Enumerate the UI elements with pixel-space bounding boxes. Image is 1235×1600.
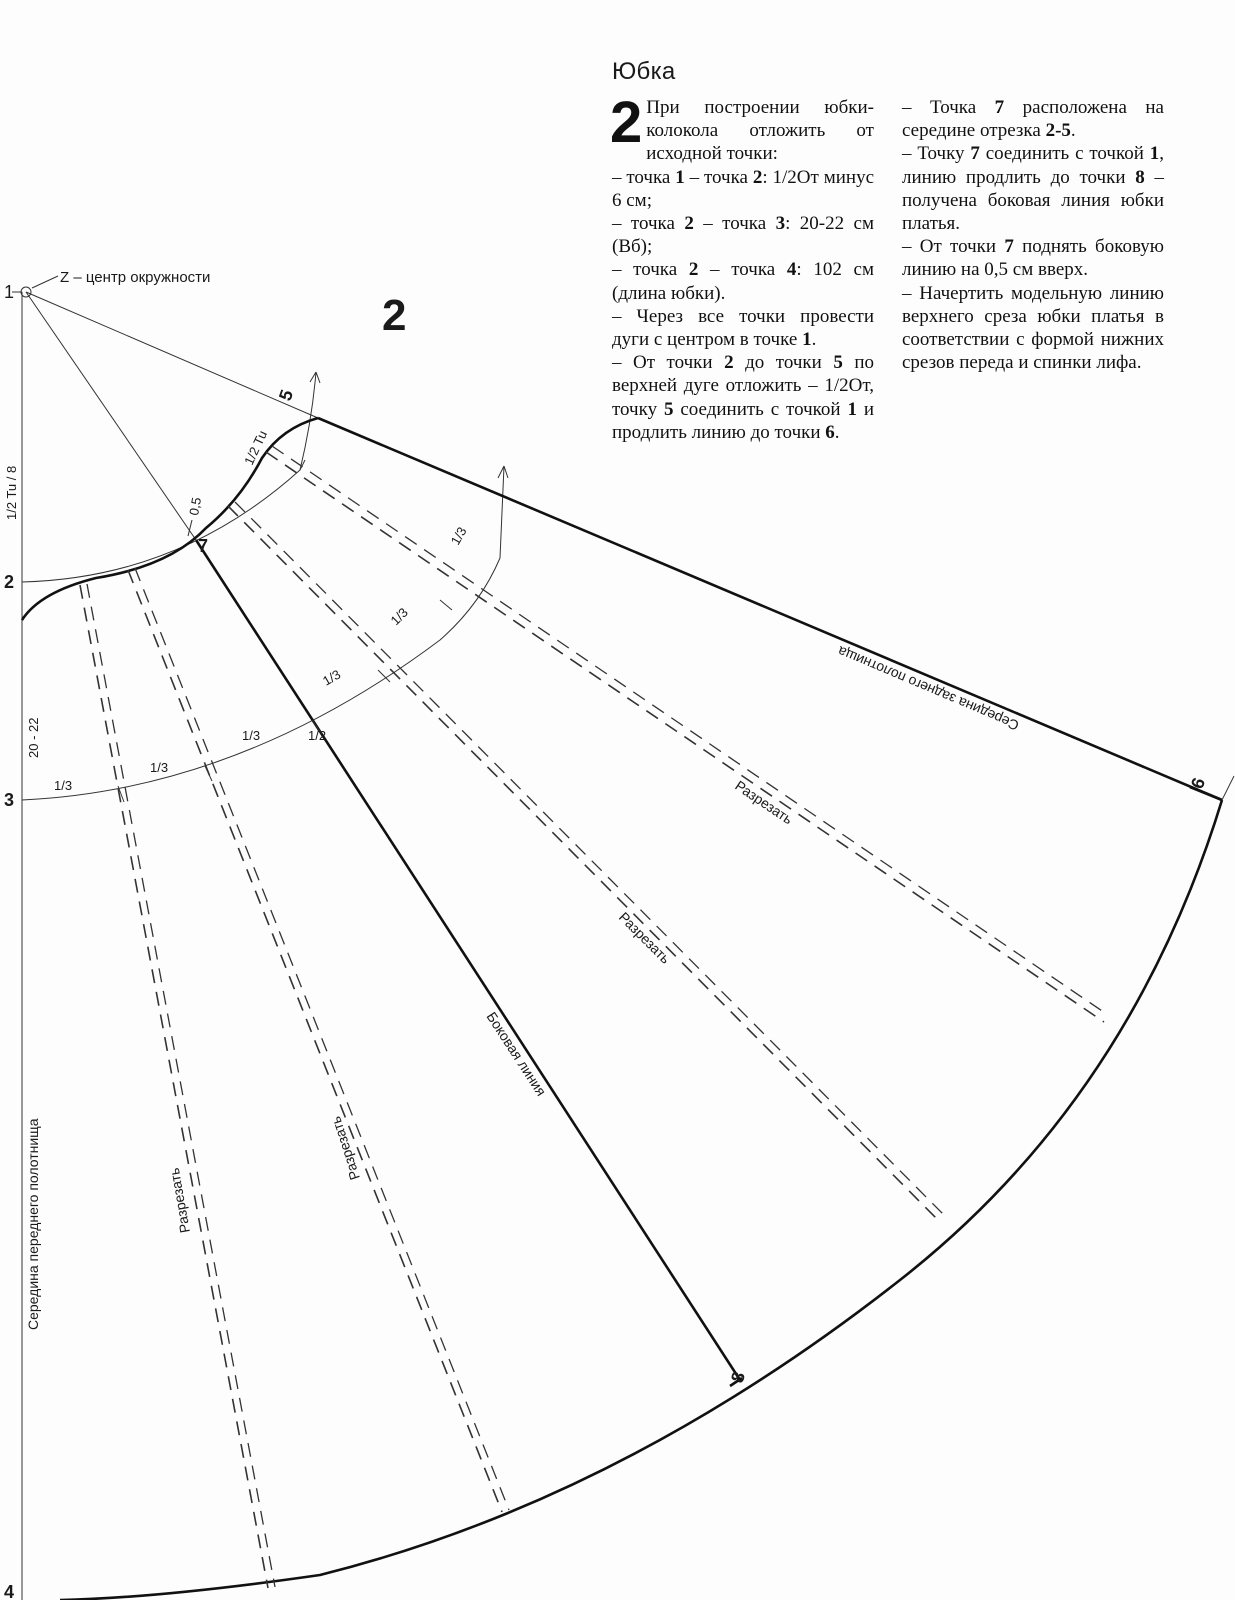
third-label-4: 1/3	[320, 666, 344, 689]
cut-label-3: Разрезать	[615, 908, 674, 967]
col2-paragraph: – От точки 7 поднять боковую линию на 0,5 см вверх.	[902, 236, 1164, 281]
half-label: 1/2	[308, 728, 327, 743]
point-5-label: 5	[274, 387, 298, 404]
radial-line-to-point-5	[26, 292, 318, 418]
col1-paragraph: – точка 1 – точка 2: 1/2От минус 6 см;	[612, 166, 874, 211]
col2-paragraph: – Начертить модельную линию верхнего среза юбки платья в соответствии с формой нижних срезов переда и спинки лифа.	[902, 282, 1164, 374]
col1-paragraph: – точка 2 – точка 4: 102 см (длина юбки).	[612, 259, 874, 304]
cut-line-3a	[228, 506, 940, 1222]
half-tu-vertical-label: 1/2 Tu / 8	[4, 465, 19, 520]
cut-line-2a	[128, 570, 502, 1512]
side-line-label: Боковая линия	[483, 1008, 550, 1099]
front-center-label: Середина переднего полотнища	[25, 1118, 41, 1330]
third-label-2: 1/3	[150, 760, 169, 775]
third-label-1: 1/3	[54, 778, 73, 793]
col1-paragraphs	[610, 90, 875, 444]
point-2-label: 2	[4, 572, 15, 592]
hem-edge-arrow	[1222, 776, 1234, 800]
point-6-label: 6	[1186, 775, 1210, 792]
third-label-5: 1/3	[387, 604, 411, 629]
instructions-column-1	[610, 90, 875, 444]
col1-paragraph: – Через все точки провести дуги с центром в точке 1.	[612, 305, 874, 351]
cut-label-1: Разрезать	[165, 1166, 193, 1235]
figure-number: 2	[382, 291, 407, 340]
waist-cut-line	[22, 418, 318, 620]
hem-arc	[60, 800, 1222, 1600]
point-4-label: 4	[4, 1582, 15, 1600]
back-center-line	[318, 418, 1222, 800]
cut-line-4a	[266, 452, 1104, 1022]
point-8-label: 8	[726, 1369, 750, 1386]
col2-paragraph: – Точку 7 соединить с точкой 1, линию продлить до точки 8 – получена боковая линия юбки платья.	[902, 143, 1164, 235]
cut-line-4b	[272, 446, 1108, 1015]
point-1-label: 1	[4, 282, 15, 302]
half-tu-label: 1/2 Tu	[241, 428, 270, 468]
point-7-label: 7	[198, 536, 209, 556]
section-title: Юбка	[612, 58, 676, 85]
cut-line-1a	[80, 585, 268, 1588]
col2-paragraphs	[902, 96, 1164, 374]
instructions-block	[612, 58, 1172, 444]
lift-05-label: 0,5	[186, 496, 205, 517]
col1-paragraph: При построении юбки-колокола отложить от исходной точки:	[646, 97, 874, 165]
third-label-6: 1/3	[447, 524, 470, 548]
hip-depth-label: 20 - 22	[26, 717, 41, 758]
hip-arc-tick-5	[440, 600, 452, 610]
point-3-label: 3	[4, 790, 15, 810]
cut-label-2: Разрезать	[327, 1114, 363, 1183]
upper-arc	[22, 460, 305, 582]
cut-line-2b	[135, 568, 509, 1510]
col2-paragraph: – Точка 7 расположена на середине отрезка 2-5.	[902, 97, 1164, 142]
third-label-3: 1/3	[242, 728, 261, 743]
cut-label-4: Разрезать	[732, 777, 796, 828]
center-label: Z – центр окружности	[60, 269, 211, 286]
center-leader-line	[32, 276, 58, 288]
hip-arc-tick-2	[205, 766, 212, 781]
col1-paragraph: – От точки 2 до точки 5 по верхней дуге отложить – 1/2От, точку 5 соединить с точкой 1 и продлить линию до точки 6.	[612, 352, 875, 443]
instructions-column-2	[902, 96, 1164, 444]
hip-arc-arrow	[498, 466, 508, 478]
hip-arc	[22, 466, 504, 800]
col1-paragraph: – точка 2 – точка 3: 20-22 см (Вб);	[612, 213, 875, 258]
step-number: 2	[610, 90, 643, 155]
back-center-label: Середина заднего полотнища	[835, 643, 1022, 734]
